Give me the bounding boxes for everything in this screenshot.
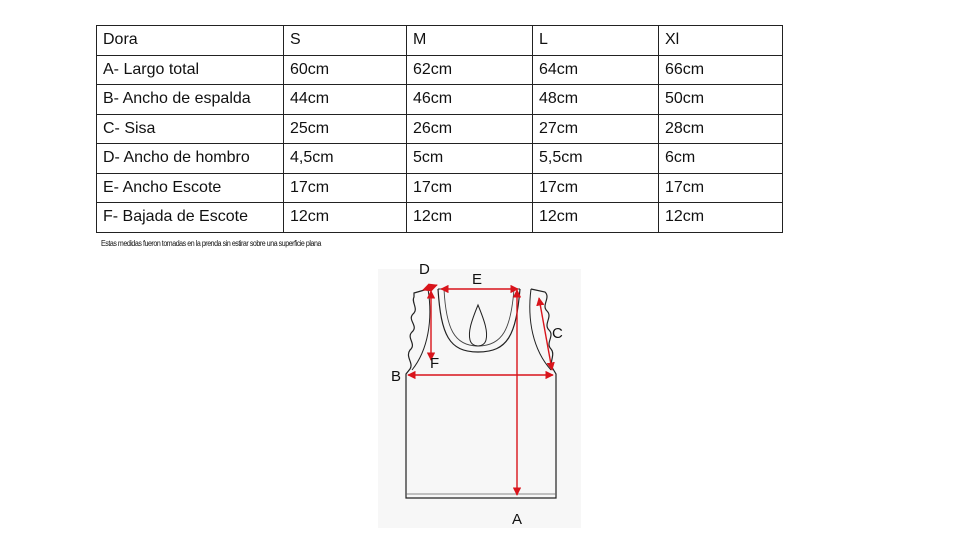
garment-body-outline bbox=[406, 289, 556, 498]
table-cell: 12cm bbox=[533, 203, 659, 233]
table-cell: E- Ancho Escote bbox=[97, 173, 284, 203]
table-cell: 12cm bbox=[659, 203, 783, 233]
table-header-cell: L bbox=[533, 26, 659, 56]
table-row bbox=[97, 85, 783, 115]
table-cell: 50cm bbox=[659, 85, 783, 115]
table-header-row bbox=[97, 26, 783, 56]
table-cell: 48cm bbox=[533, 85, 659, 115]
table-cell: 17cm bbox=[533, 173, 659, 203]
table-cell: 4,5cm bbox=[284, 144, 407, 174]
armhole-outline bbox=[412, 289, 430, 370]
label-b: B bbox=[391, 368, 402, 385]
table-cell: B- Ancho de espalda bbox=[97, 85, 284, 115]
table-cell: 17cm bbox=[407, 173, 533, 203]
label-d: D bbox=[419, 261, 430, 278]
table-cell: 27cm bbox=[533, 114, 659, 144]
table-cell: 17cm bbox=[659, 173, 783, 203]
table-row bbox=[97, 144, 783, 174]
label-e: E bbox=[472, 271, 483, 288]
table-cell: 25cm bbox=[284, 114, 407, 144]
table-row bbox=[97, 114, 783, 144]
table-cell: 6cm bbox=[659, 144, 783, 174]
table-cell: 26cm bbox=[407, 114, 533, 144]
table-cell: D- Ancho de hombro bbox=[97, 144, 284, 174]
table-header-cell: Xl bbox=[659, 26, 783, 56]
table-row bbox=[97, 173, 783, 203]
table-cell: 12cm bbox=[407, 203, 533, 233]
table-cell: 44cm bbox=[284, 85, 407, 115]
table-cell: 5,5cm bbox=[533, 144, 659, 174]
table-cell: A- Largo total bbox=[97, 55, 284, 85]
label-f: F bbox=[430, 355, 440, 372]
label-a: A bbox=[512, 511, 523, 528]
label-c: C bbox=[552, 325, 563, 342]
garment-measurement-diagram bbox=[378, 255, 588, 535]
table-cell: 28cm bbox=[659, 114, 783, 144]
table-cell: 62cm bbox=[407, 55, 533, 85]
table-cell: 66cm bbox=[659, 55, 783, 85]
table-cell: C- Sisa bbox=[97, 114, 284, 144]
table-header-cell: Dora bbox=[97, 26, 284, 56]
table-row bbox=[97, 55, 783, 85]
table-cell: 60cm bbox=[284, 55, 407, 85]
keyhole-opening bbox=[469, 305, 486, 346]
table-cell: 46cm bbox=[407, 85, 533, 115]
table-cell: 17cm bbox=[284, 173, 407, 203]
table-row bbox=[97, 203, 783, 233]
table-cell: 64cm bbox=[533, 55, 659, 85]
table-header-cell: S bbox=[284, 26, 407, 56]
table-cell: 5cm bbox=[407, 144, 533, 174]
measurement-note: Estas medidas fueron tomadas en la prenda sin estirar sobre una superficie plana bbox=[101, 239, 321, 248]
table-cell: 12cm bbox=[284, 203, 407, 233]
size-chart-table bbox=[96, 25, 783, 233]
table-header-cell: M bbox=[407, 26, 533, 56]
neckline-binding bbox=[444, 289, 514, 346]
neckline-outline bbox=[438, 289, 520, 352]
table-cell: F- Bajada de Escote bbox=[97, 203, 284, 233]
measure-line-d bbox=[423, 285, 437, 290]
